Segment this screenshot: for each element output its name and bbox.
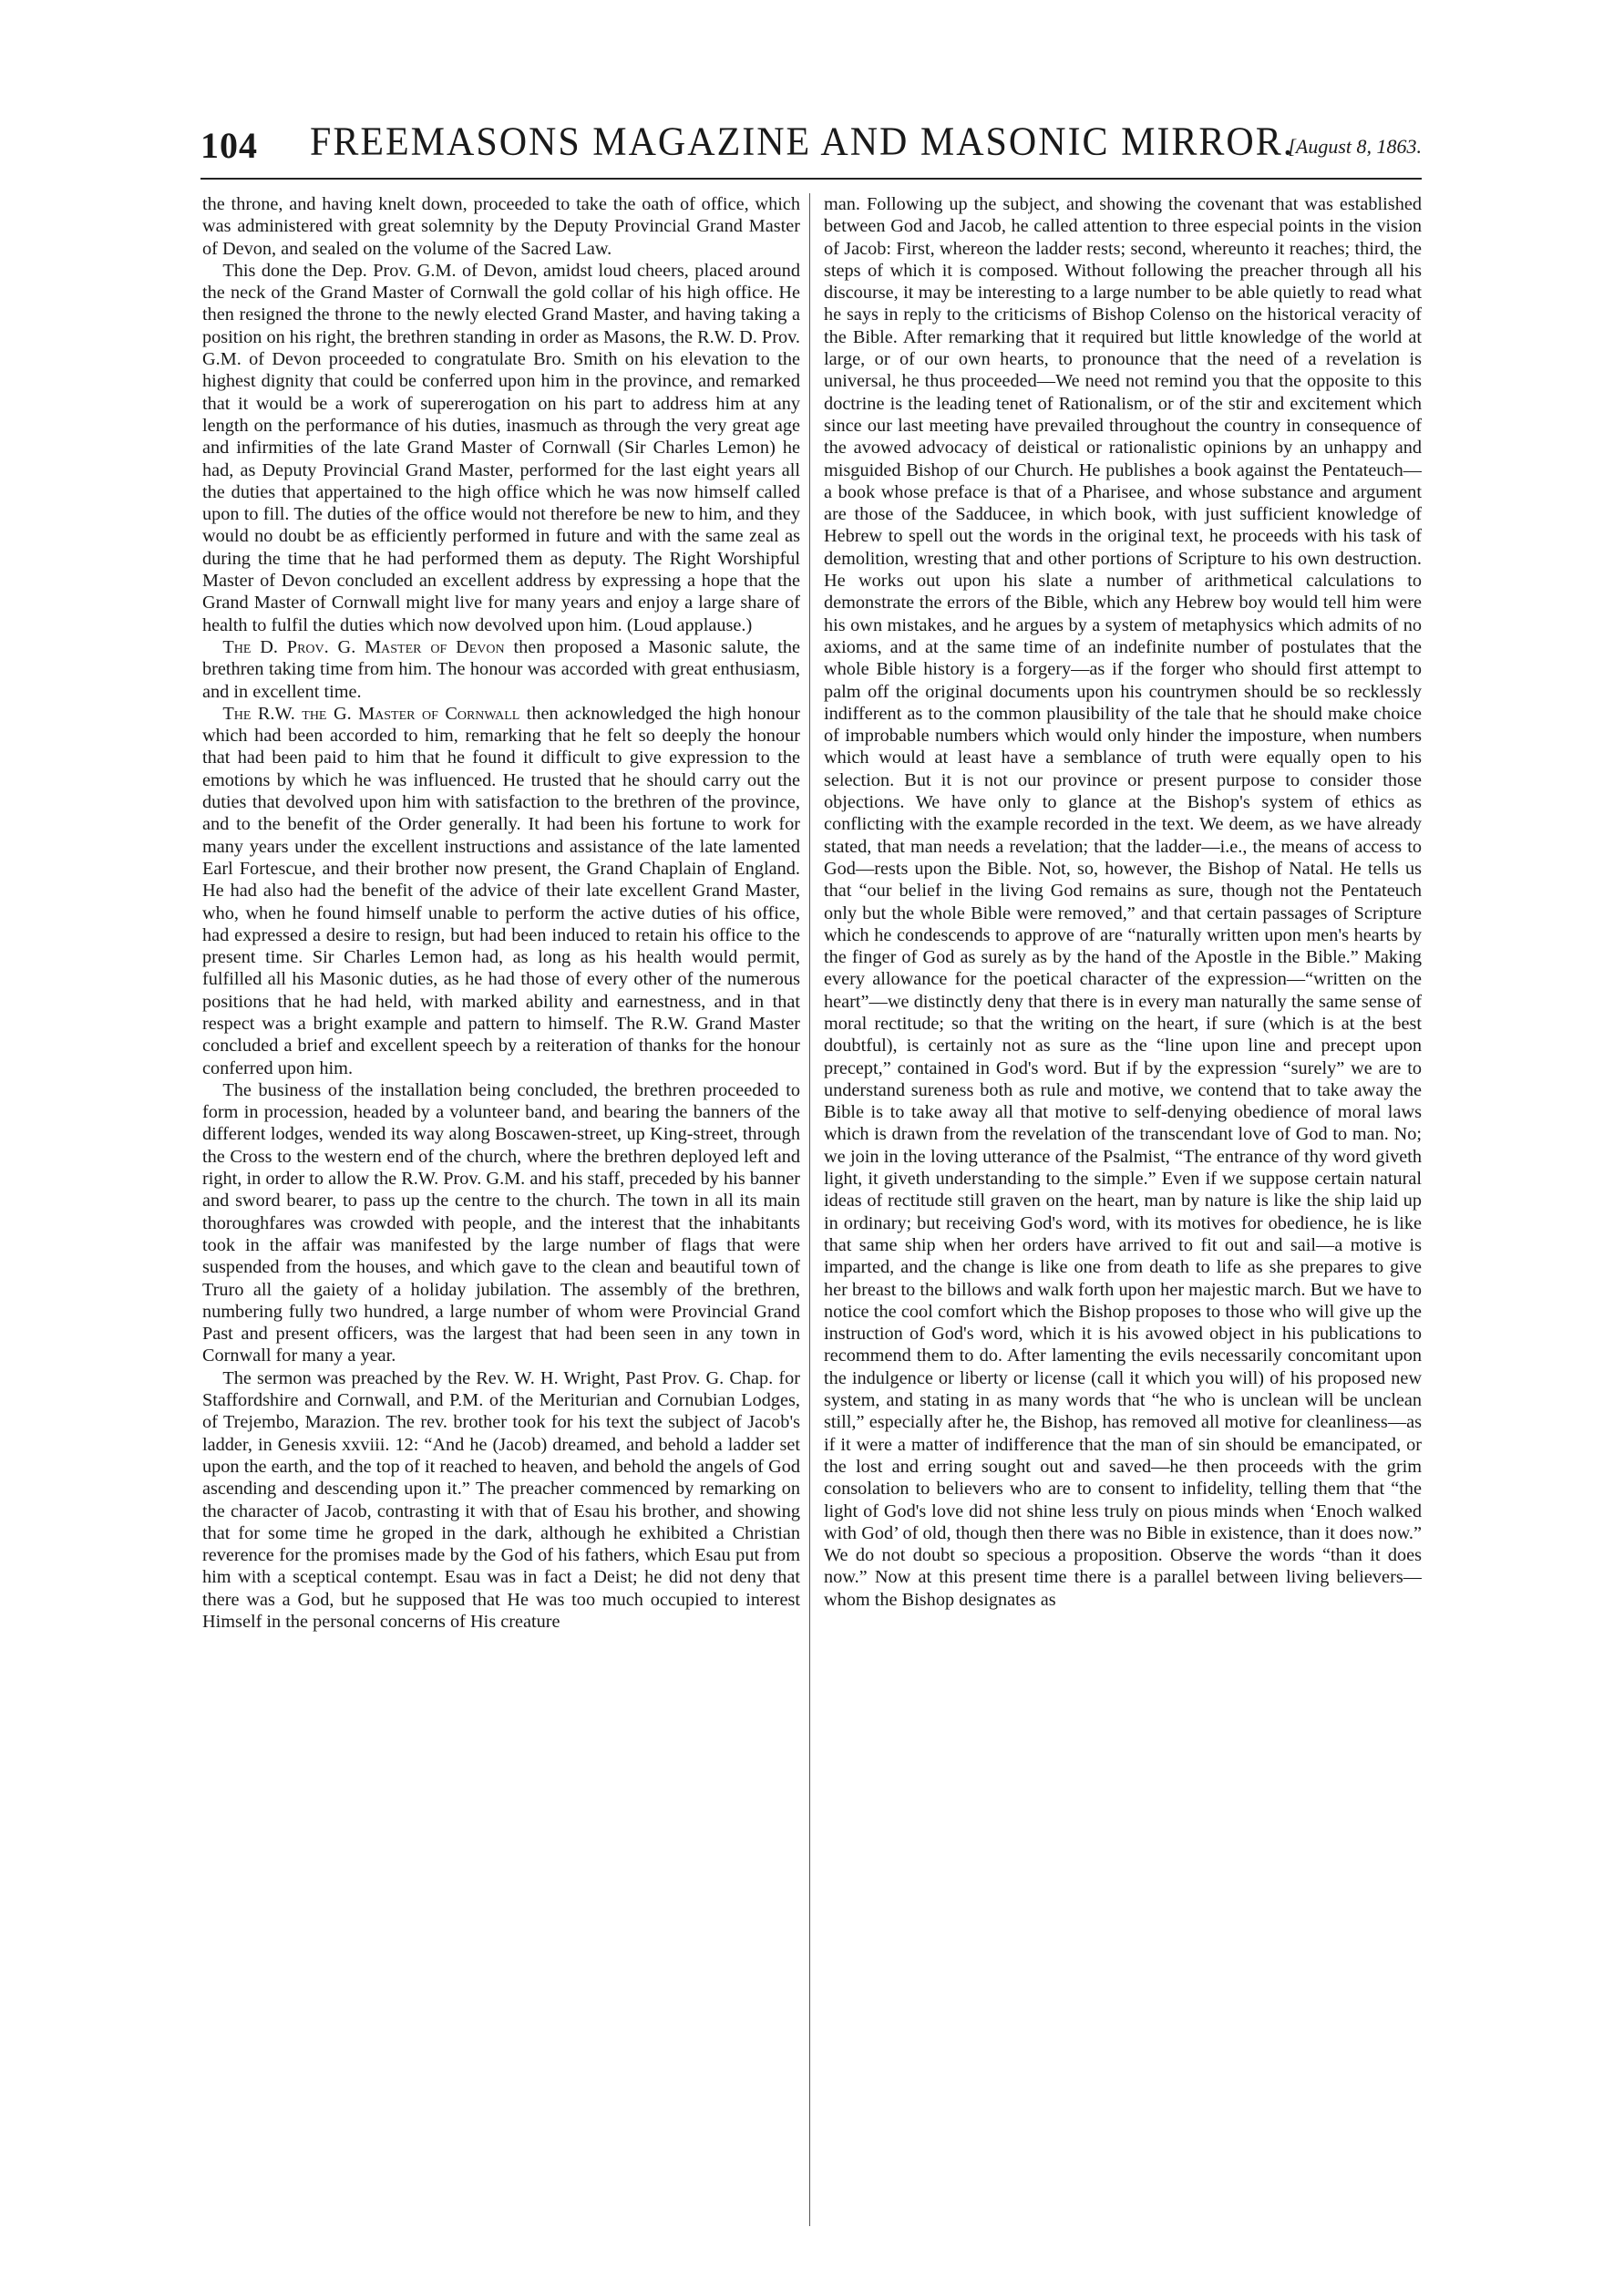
paragraph <box>202 703 800 1079</box>
paragraph <box>202 636 800 703</box>
right-column <box>824 193 1422 2226</box>
paragraph: the throne, and having knelt down, proceeded to take the oath of office, which was administered with great solemnity by the Deputy Provincial Grand Master of Devon, and sealed on the volume of the Sacred Law. <box>202 194 800 259</box>
paragraph-text: then acknowledged the high honour which had been accorded to him, remarking that he felt so deeply the honour that had been paid to him that he found it difficult to give expression to the emotions by which he was influenced. He trusted that he should carry out the duties that devolved upon him with satisfaction to the brethren of the province, and to the benefit of the Order generally. It had been his fortune to work for many years under the excellent instructions and assistance of the late lamented Earl Fortescue, and their brother now present, the Grand Chaplain of England. He had also had the benefit of the advice of their late excellent Grand Master, who, when he found himself unable to perform the active duties of his office, had expressed a desire to resign, but had been induced to retain his office to the present time. Sir Charles Lemon had, as long as his health would permit, fulfilled all his Masonic duties, as he had those of every other of the numerous positions that he had held, with marked ability and earnestness, and in that respect was a bright example and pattern to himself. The R.W. Grand Master concluded a brief and excellent speech by a reiteration of thanks for the honour conferred upon him. <box>202 703 800 1078</box>
page-number: 104 <box>200 125 258 166</box>
paragraph: The business of the installation being concluded, the brethren proceeded to form in procession, headed by a volunteer band, and bearing the banners of the different lodges, wended its way along Boscawen-street, up King-street, through the Cross to the western end of the church, where the brethren deployed left and right, in order to allow the R.W. Prov. G.M. and his staff, preceded by his banner and sword bearer, to pass up the centre to the church. The town in all its main thoroughfares was crowded with people, and the interest that the inhabitants took in the affair was manifested by the large number of flags that were suspended from the houses, and which gave to the clean and beautiful town of Truro all the gaiety of a holiday jubilation. The assembly of the brethren, numbering fully two hundred, a large number of whom were Provincial Grand Past and present officers, was the largest that had been seen in any town in Cornwall for many a year. <box>202 1079 800 1366</box>
paragraph: This done the Dep. Prov. G.M. of Devon, amidst loud cheers, placed around the neck of the Grand Master of Cornwall the gold collar of his high office. He then resigned the throne to the newly elected Grand Master, and having taking a position on his right, the brethren standing in order as Masons, the R.W. D. Prov. G.M. of Devon proceeded to congratulate Bro. Smith on his elevation to the highest dignity that could be conferred upon him in the province, and remarked that it would be a work of supererogation on his part to address him at any length on the performance of his duties, inasmuch as through the very great age and infirmities of the late Grand Master of Cornwall (Sir Charles Lemon) he had, as Deputy Provincial Grand Master, performed for the last eight years all the duties that appertained to the high office which he was now himself called upon to fill. The duties of the office would not therefore be new to him, and they would no doubt be as efficiently performed in future and with the same zeal as during the time that he had performed them as deputy. The Right Worshipful Master of Devon concluded an excellent address by expressing a hope that the Grand Master of Cornwall might live for many years and enjoy a large share of health to fulfil the duties which now devolved upon him. (Loud applause.) <box>202 260 800 635</box>
left-column <box>202 193 800 2226</box>
paragraph: man. Following up the subject, and showing the covenant that was established between God and Jacob, he called attention to three especial points in the vision of Jacob: First, whereon the ladder rests; second, whereunto it reaches; third, the steps of which it is composed. Without following the preacher through all his discourse, it may be interesting to a large number to be able quietly to read what he says in reply to the criticisms of Bishop Colenso on the historical veracity of the Bible. After remarking that it required but little knowledge of the world at large, or of our own hearts, to pronounce that the need of a revelation is universal, he thus proceeded—We need not remind you that the opposite to this doctrine is the leading tenet of Rationalism, or of the stir and excitement which since our last meeting have prevailed throughout the country in consequence of the avowed advocacy of deistical or rationalistic opinions by an unhappy and misguided Bishop of our Church. He publishes a book against the Pentateuch—a book whose preface is that of a Pharisee, and whose substance and argument are those of the Sadducee, in which book, with just sufficient knowledge of Hebrew to spell out the words in the original text, he proceeds with his task of demolition, wresting that and other portions of Scripture to his own destruction. He works out upon his slate a number of arithmetical calculations to demonstrate the errors of the Bible, which any Hebrew boy would tell him were his own mistakes, and he argues by a system of metaphysics which admits of no axioms, and at the same time of an indefinite number of postulates that the whole Bible history is a forgery—as if the forger who should first attempt to palm off the original documents upon his countrymen should be so recklessly indifferent as to the common plausibility of the tale that he should make choice of improbable numbers which would only hinder the imposture, when numbers which would at least have a semblance of truth were equally open to his selection. But it is not our province or present purpose to consider those objections. We have only to glance at the Bishop's system of ethics as conflicting with the example recorded in the text. We deem, as we have already stated, that man needs a revelation; that the ladder—i.e., the means of access to God—rests upon the Bible. Not, so, however, the Bishop of Natal. He tells us that “our belief in the living God remains as sure, though not the Pentateuch only but the whole Bible were removed,” and that certain passages of Scripture which he condescends to approve of are “naturally written upon men's hearts by the finger of God as surely as by the hand of the Apostle in the Bible.” Making every allowance for the poetical character of the expression—“written on the heart”—we distinctly deny that there is in every man naturally the same sense of moral rectitude; so that the writing on the heart, if sure (which is at the best doubtful), is certainly not as sure as the “line upon line and precept upon precept,” contained in God's word. But if by the expression “surely” we are to understand sureness both as rule and motive, we contend that to take away the Bible is to take away all that motive to self-denying obedience of moral laws which is drawn from the revelation of the transcendant love of God to man. No; we join in the loving utterance of the Psalmist, “The entrance of thy word giveth light, it giveth understanding to the simple.” Even if we suppose certain natural ideas of rectitude still graven on the heart, man by nature is like the ship laid up in ordinary; but receiving God's word, with its motives for obedience, he is like that same ship when her orders have arrived to fit out and sail—a motive is imparted, and the change is like one from death to life as she prepares to give her breast to the billows and walk forth upon her majestic march. But we have to notice the cool comfort which the Bishop proposes to those who will give up the instruction of God's word, which it is his avowed object in his publications to recommend them to do. After lamenting the evils necessarily concomitant upon the indulgence or liberty or license (call it which you will) of his proposed new system, and stating in as many words that “he who is unclean will be unclean still,” especially after he, the Bishop, has removed all motive for cleanliness—as if it were a matter of indifference that the man of sin should be emancipated, or the lost and erring sought out and saved—he then proceeds with the grim consolation to believers who are to consent to infidelity, telling them that “the light of God's love did not shine less truly on pious minds when ‘Enoch walked with God’ of old, though then there was no Bible in existence, than it does now.” We do not doubt so specious a proposition. Observe the words “than it does now.” Now at this present time there is a parallel between living believers—whom the Bishop designates as <box>824 194 1422 1610</box>
header-rule <box>200 178 1422 180</box>
speaker-lead: The D. Prov. G. Master of Devon <box>222 636 505 657</box>
paragraph-text: then proposed a Masonic salute, the brethren taking time from him. The honour was accorded with great enthusiasm, and in excellent time. <box>202 636 800 702</box>
paragraph: The sermon was preached by the Rev. W. H. Wright, Past Prov. G. Chap. for Staffordshire and Cornwall, and P.M. of the Meriturian and Cornubian Lodges, of Trejembo, Marazion. The rev. brother took for his text the subject of Jacob's ladder, in Genesis xxviii. 12: “And he (Jacob) dreamed, and behold a ladder set upon the earth, and the top of it reached to heaven, and behold the angels of God ascending and descending upon it.” The preacher commenced by remarking on the character of Jacob, contrasting it with that of Esau his brother, and showing that for some time he groped in the dark, although he exhibited a Christian reverence for the promises made by the God of his fathers, which Esau put from him with a sceptical contempt. Esau was in fact a Deist; he did not deny that there was a God, but he supposed that He was too much occupied to interest Himself in the personal concerns of His creature <box>202 1367 800 1632</box>
column-divider <box>809 193 810 2226</box>
masthead-title: FREEMASONS MAGAZINE AND MASONIC MIRROR. <box>310 119 1295 165</box>
page-header <box>200 117 1422 171</box>
issue-date: [August 8, 1863. <box>1288 135 1422 158</box>
article-body <box>202 193 1422 2226</box>
speaker-lead: The R.W. the G. Master of Cornwall <box>222 703 520 724</box>
